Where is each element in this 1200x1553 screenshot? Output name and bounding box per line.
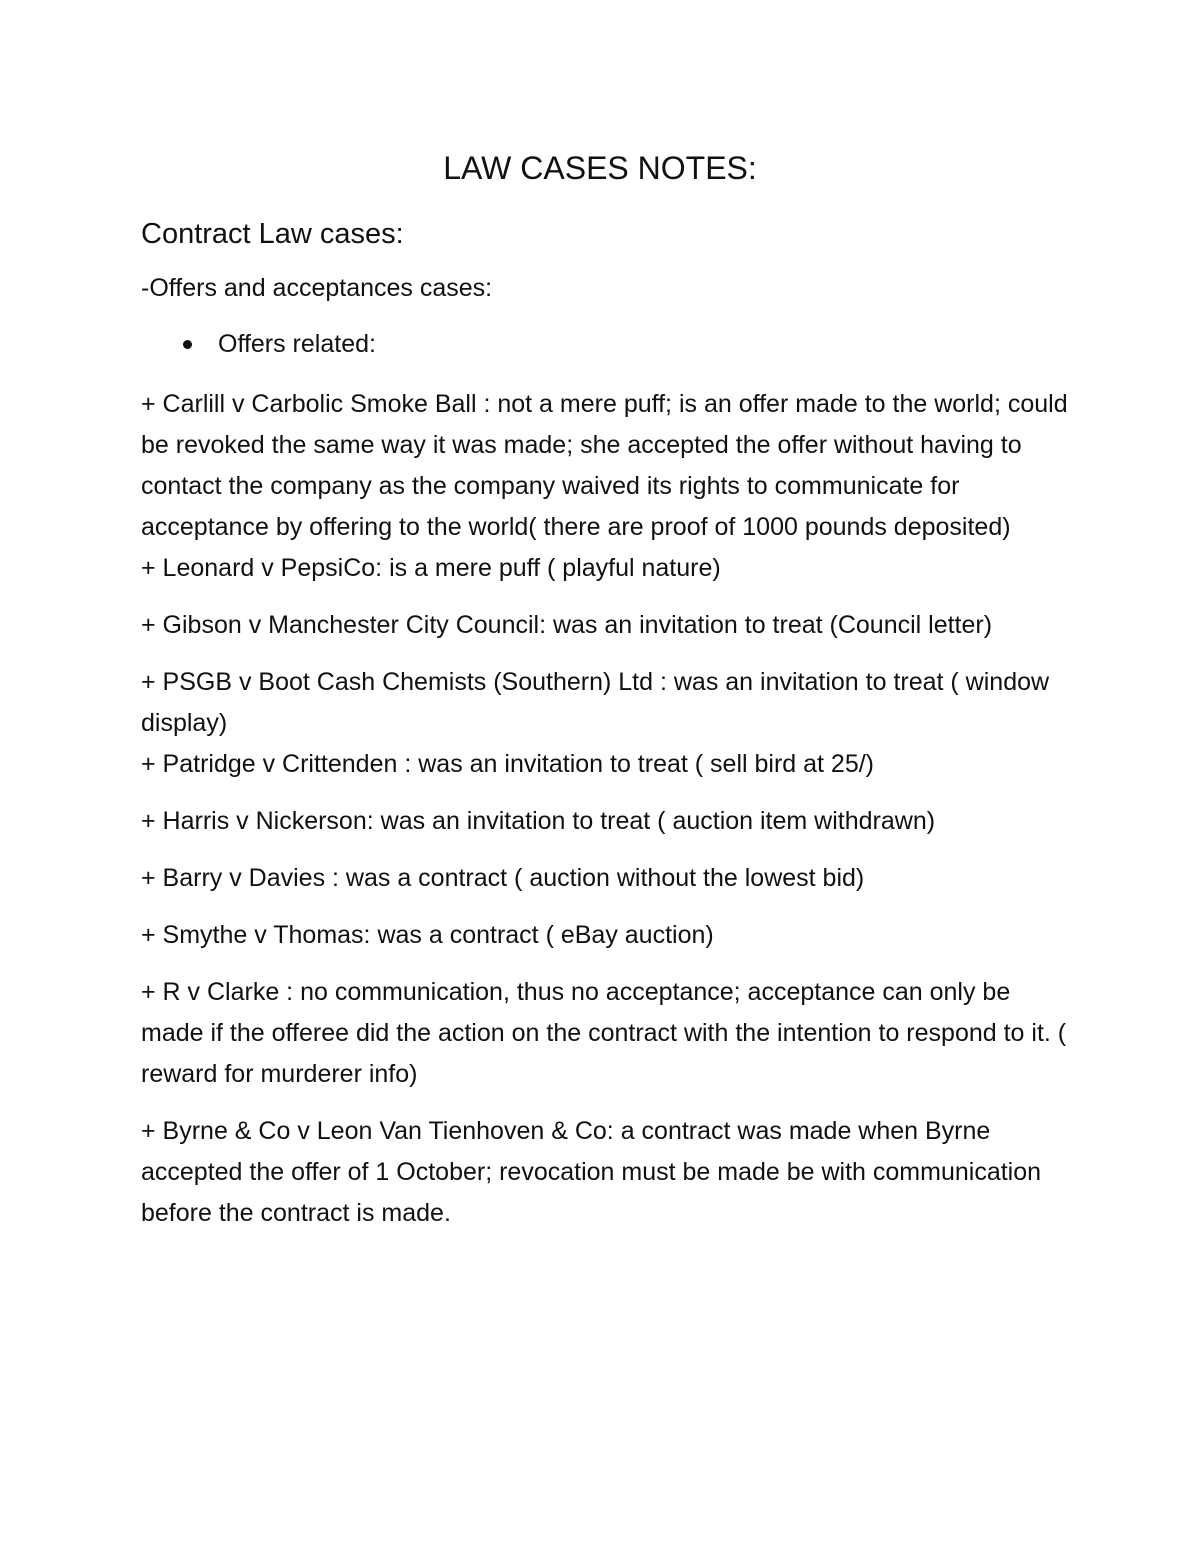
case-clarke: + R v Clarke : no communication, thus no acceptance; acceptance can only be made if the offeree did the action on the contract with the intention to respond to it. ( reward for murderer info) [141,978,1067,1088]
case-harris: + Harris v Nickerson: was an invitation to treat ( auction item withdrawn) [141,807,936,835]
case-barry: + Barry v Davies : was a contract ( auction without the lowest bid) [141,864,865,892]
case-byrne: + Byrne & Co v Leon Van Tienhoven & Co: a contract was made when Byrne accepted the offer of 1 October; revocation must be made be with communication before the contract is made. [141,1117,1042,1227]
case-patridge: + Patridge v Crittenden : was an invitation to treat ( sell bird at 25/) [141,750,875,778]
bullet-item [183,328,1071,360]
case-carlill: + Carlill v Carbolic Smoke Ball : not a mere puff; is an offer made to the world; could be revoked the same way it was made; she accepted the offer without having to contact the company as the company waived its rights to communicate for acceptance by offering to the world( there are proof of 1000 pounds deposited) [141,390,1068,541]
case-smythe: + Smythe v Thomas: was a contract ( eBay auction) [141,921,714,949]
section-heading: -Offers and acceptances cases: [141,274,493,302]
case-psgb: + PSGB v Boot Cash Chemists (Southern) Ltd : was an invitation to treat ( window display) [141,668,1050,737]
case-leonard: + Leonard v PepsiCo: is a mere puff ( playful nature) [141,554,721,582]
bullet-label: Offers related: [218,330,376,358]
document-title: LAW CASES NOTES: [443,150,757,186]
document-content [141,148,1071,1234]
document-subtitle: Contract Law cases: [141,218,404,250]
bullet-icon [183,340,192,349]
case-gibson: + Gibson v Manchester City Council: was an invitation to treat (Council letter) [141,611,993,639]
